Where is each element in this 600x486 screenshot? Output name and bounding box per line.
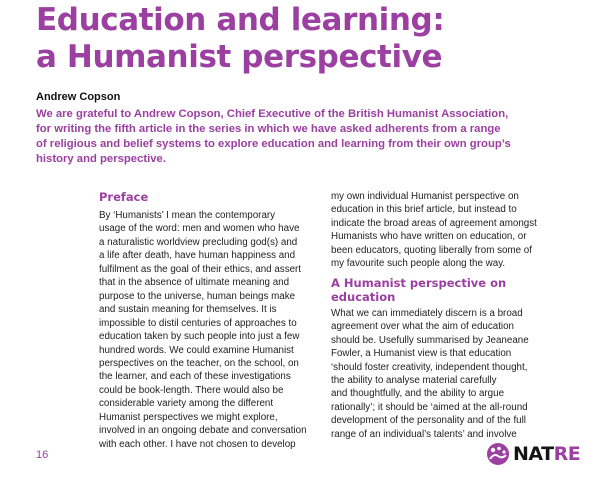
logo-wordmark xyxy=(513,443,580,465)
body-line: considerable variety among the different xyxy=(99,398,274,410)
standfirst-line: for writing the fifth article in the series in which we have asked adherents from a range xyxy=(36,123,501,135)
section-heading xyxy=(331,276,551,304)
section-heading-line: A Humanist perspective on xyxy=(331,275,507,290)
standfirst xyxy=(36,107,584,167)
body-line: fulfilment as the goal of their ethics, and assert xyxy=(99,263,302,275)
body-line: with each other. I have not chosen to develop xyxy=(99,438,296,450)
body-line: range of an individual’s talents’ and involve xyxy=(331,428,517,440)
body-line: could be book-length. There would also be xyxy=(99,384,284,396)
body-line: What we can immediately discern is a broad xyxy=(331,307,523,319)
left-column xyxy=(99,190,319,451)
body-line: the learner, and each of these investigations xyxy=(99,371,291,383)
preface-heading: Preface xyxy=(99,190,149,204)
body-line: and thoughtfully, and the ability to argue xyxy=(331,388,505,400)
body-line: hundred words. We could examine Humanist xyxy=(99,344,294,356)
body-line: impossible to distil centuries of approaches to xyxy=(99,317,297,329)
body-line: By ‘Humanists’ I mean the contemporary xyxy=(99,210,276,221)
body-line: that in the absence of ultimate meaning and xyxy=(99,277,290,289)
body-line: education in this brief article, but instead to xyxy=(331,204,517,216)
body-line: been educators, quoting liberally from some of xyxy=(331,244,532,256)
preface-paragraph xyxy=(99,209,319,451)
article-title-line: a Humanist perspective xyxy=(36,39,443,75)
body-line: the ability to analyse material carefully xyxy=(331,374,497,386)
body-line: indicate the broad areas of agreement amongst xyxy=(331,217,537,229)
page-number: 16 xyxy=(36,449,49,461)
body-line: agreement over what the aim of education xyxy=(331,321,514,333)
body-line: my favourite such people along the way. xyxy=(331,258,506,270)
section-heading-line: education xyxy=(331,289,396,304)
body-line: Humanists who have written on education, or xyxy=(331,231,527,243)
body-line: a naturalistic worldview precluding god(s) and xyxy=(99,236,298,248)
continued-paragraph xyxy=(331,190,551,271)
right-column xyxy=(331,190,551,441)
body-line: perspectives on the teacher, on the school, on xyxy=(99,357,299,369)
body-line: my own individual Humanist perspective on xyxy=(331,191,519,202)
body-line: development of the personality and of the full xyxy=(331,415,526,427)
standfirst-line: We are grateful to Andrew Copson, Chief Executive of the British Humanist Association, xyxy=(36,108,509,120)
body-line: ‘should foster creativity, independent thought, xyxy=(331,361,528,373)
logo-text-re: RE xyxy=(553,443,581,465)
natre-mark-icon xyxy=(485,442,511,466)
article-title-line: Education and learning: xyxy=(36,2,445,38)
article-title xyxy=(36,2,444,76)
standfirst-line: of religious and belief systems to explore education and learning from their own group’s xyxy=(36,138,511,150)
body-line: a life after death, have human happiness and xyxy=(99,250,296,262)
body-line: should be. Usefully summarised by Jeaneane xyxy=(331,334,529,346)
author-byline: Andrew Copson xyxy=(36,91,121,103)
body-line: purpose to the universe, human beings make xyxy=(99,290,296,302)
body-line: rationally’; it should be ‘aimed at the all-round xyxy=(331,401,528,413)
section-paragraph xyxy=(331,307,551,442)
body-line: and sustain meaning for themselves. It is xyxy=(99,304,277,316)
natre-logo xyxy=(485,441,580,467)
logo-text-nat: NAT xyxy=(513,443,554,465)
body-line: Humanist perspectives we might explore, xyxy=(99,411,278,423)
body-line: education taken by such people into just a few xyxy=(99,331,300,343)
body-line: usage of the word: men and women who have xyxy=(99,223,300,235)
body-line: involved in an ongoing debate and conversation xyxy=(99,425,307,437)
standfirst-line: history and perspective. xyxy=(36,153,166,165)
body-line: Fowler, a Humanist view is that education xyxy=(331,348,512,360)
